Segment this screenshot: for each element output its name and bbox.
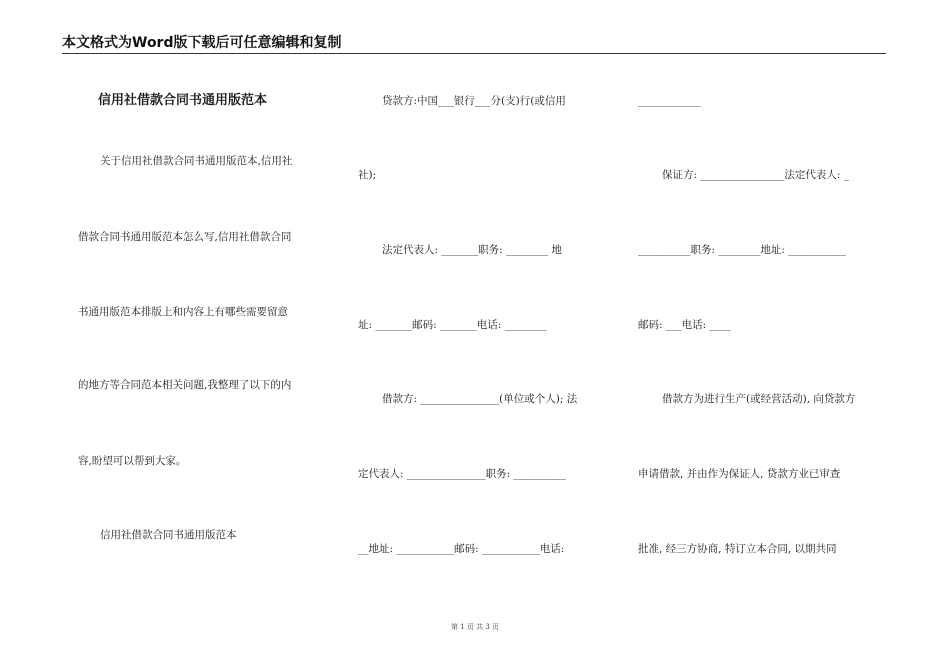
text-line: 借款方为进行生产(或经营活动), 向贷款方 [662,393,856,405]
text-line: 法定代表人: _______职务: ________ 地 [382,244,562,256]
document-banner: 本文格式为Word版下载后可任意编辑和复制 [62,35,342,51]
text-line: __________职务: ________地址: ___________ [638,244,847,256]
text-line: 关于信用社借款合同书通用版范本,信用社 [100,155,293,167]
text-line: 容,盼望可以帮到大家。 [78,455,187,467]
text-line: 批准, 经三方协商, 特订立本合同, 以期共同 [638,543,837,555]
text-line: 址: _______邮码: _______电话: ________ [358,319,547,331]
text-line: 定代表人: _______________职务: __________ [358,468,567,480]
text-line: 借款方: _______________(单位或个人); 法 [382,393,578,405]
text-line: 书通用版范本排版上和内容上有哪些需要留意 [78,306,288,318]
text-line: 借款合同书通用版范本怎么写,信用社借款合同 [78,231,292,243]
page-footer: 第 1 页 共 3 页 [450,623,500,631]
section-heading: 信用社借款合同书通用版范本 [100,529,237,541]
text-line: __地址: ___________邮码: ___________电话: [358,543,565,555]
text-line: 保证方: ________________法定代表人: _ [662,169,850,181]
text-line: ____________ [638,95,701,107]
text-line: 邮码: ___电话: ____ [638,319,731,331]
banner-divider [62,53,886,54]
text-line: 的地方等合同范本相关问题,我整理了以下的内 [78,379,292,391]
text-line: 申请借款, 并由作为保证人, 贷款方业已审查 [638,468,841,480]
document-title: 信用社借款合同书通用版范本 [98,93,268,108]
text-line: 贷款方:中国___银行___分(支)行(或信用 [382,95,566,107]
text-line: 社); [358,169,377,181]
